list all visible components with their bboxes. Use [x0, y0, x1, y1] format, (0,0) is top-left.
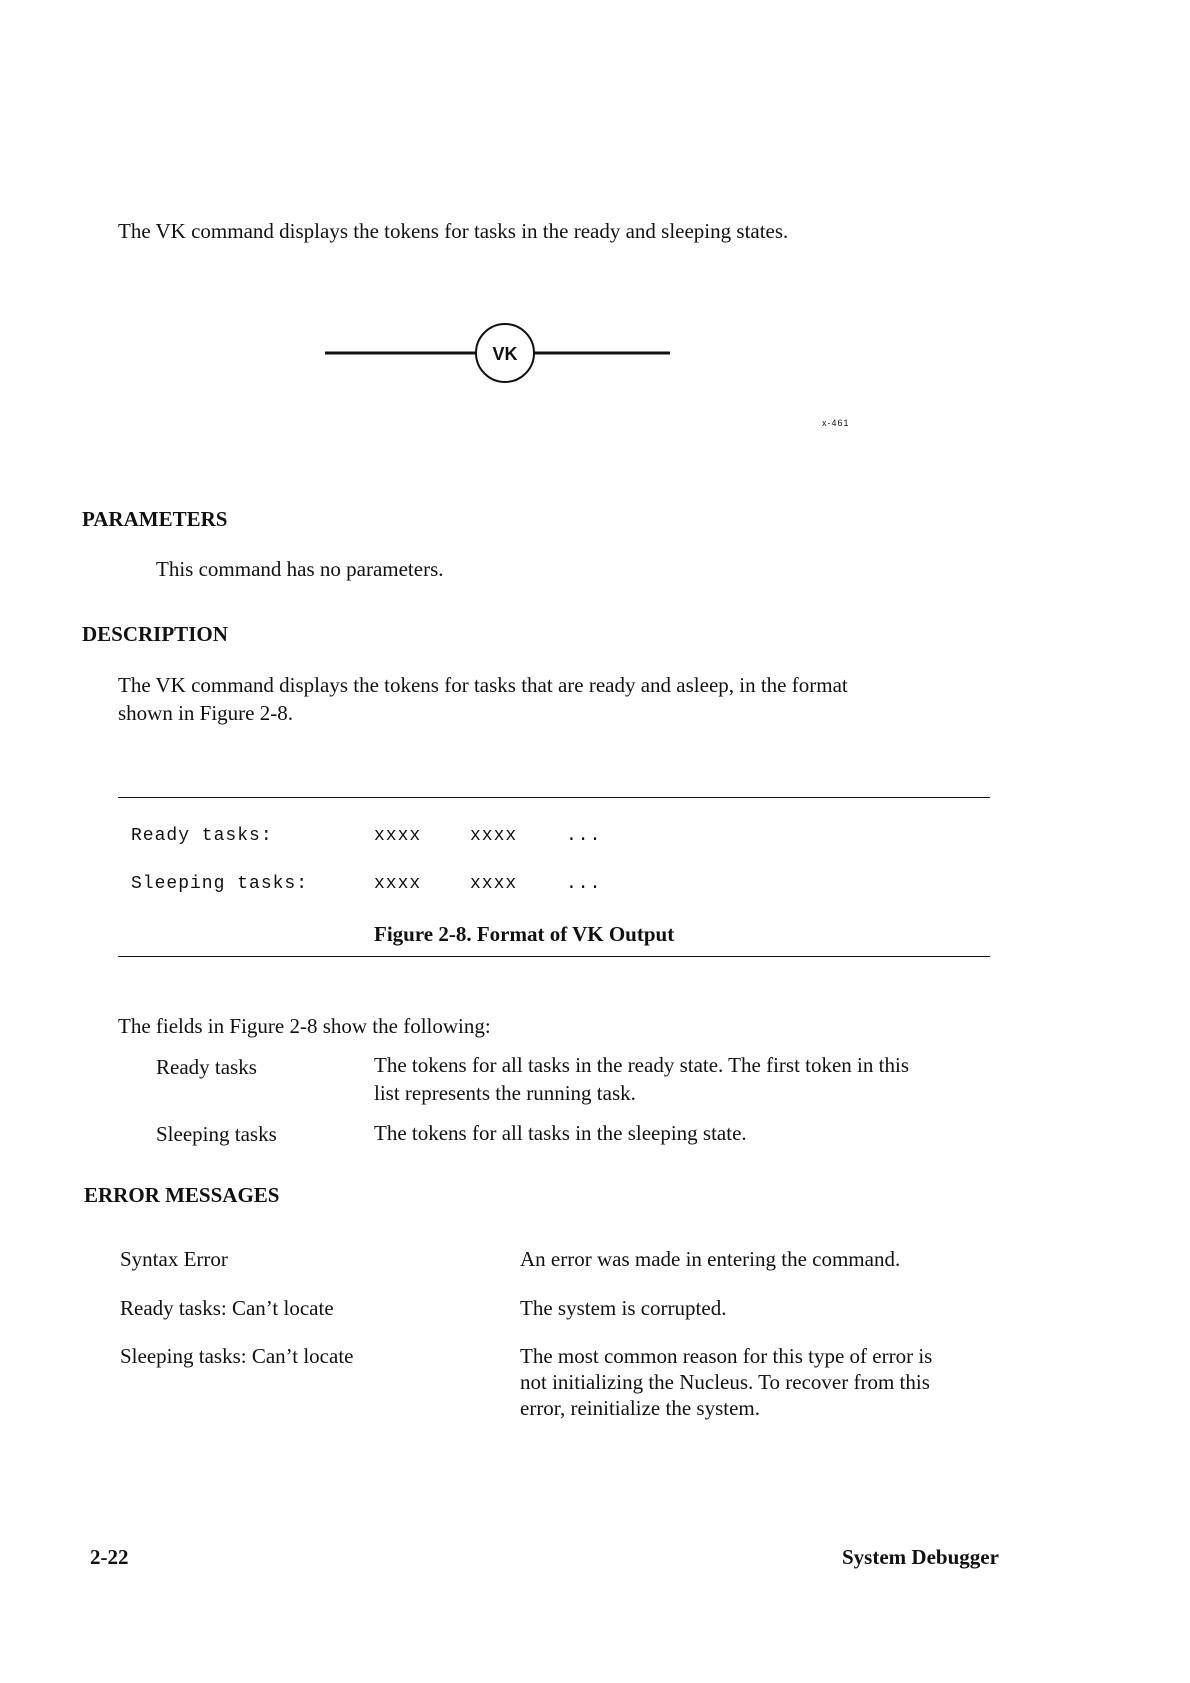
- intro-text: The VK command displays the tokens for tasks in the ready and sleeping states.: [118, 219, 789, 243]
- error-explanation-syntax: An error was made in entering the command.: [520, 1247, 901, 1271]
- fields-intro: The fields in Figure 2-8 show the following:: [118, 1014, 491, 1038]
- description-line-2: shown in Figure 2-8.: [118, 701, 293, 725]
- field-def-ready-line-2: list represents the running task.: [374, 1081, 636, 1105]
- error-explanation-ready: The system is corrupted.: [520, 1296, 727, 1320]
- error-message-syntax: Syntax Error: [120, 1247, 228, 1271]
- figure-caption: Figure 2-8. Format of VK Output: [374, 922, 675, 946]
- error-explanation-sleeping-line-2: not initializing the Nucleus. To recover from this: [520, 1370, 930, 1394]
- figure-ref-label: x-461: [822, 418, 850, 428]
- figure-row-ready-col1: xxxx: [374, 826, 422, 846]
- figure-row-ready-col3: ...: [566, 826, 602, 846]
- figure-row-sleeping-col3: ...: [566, 874, 602, 894]
- field-term-sleeping: Sleeping tasks: [156, 1122, 277, 1146]
- syntax-diagram: [320, 318, 680, 388]
- errors-heading: ERROR MESSAGES: [84, 1183, 280, 1207]
- field-def-ready-line-1: The tokens for all tasks in the ready state. The first token in this: [374, 1053, 909, 1077]
- figure-row-ready-col2: xxxx: [470, 826, 518, 846]
- footer-title: System Debugger: [842, 1545, 999, 1569]
- parameters-heading: PARAMETERS: [82, 507, 228, 531]
- error-explanation-sleeping-line-3: error, reinitialize the system.: [520, 1396, 760, 1420]
- description-heading: DESCRIPTION: [82, 622, 228, 646]
- syntax-command-label: VK: [492, 344, 518, 364]
- field-def-sleeping-line-1: The tokens for all tasks in the sleeping state.: [374, 1121, 747, 1145]
- description-line-1: The VK command displays the tokens for tasks that are ready and asleep, in the format: [118, 673, 848, 697]
- figure-row-ready-label: Ready tasks:: [131, 826, 273, 846]
- parameters-text: This command has no parameters.: [156, 557, 444, 581]
- figure-row-sleeping-col1: xxxx: [374, 874, 422, 894]
- error-message-sleeping: Sleeping tasks: Can’t locate: [120, 1344, 354, 1368]
- error-message-ready: Ready tasks: Can’t locate: [120, 1296, 334, 1320]
- field-term-ready: Ready tasks: [156, 1055, 257, 1079]
- error-explanation-sleeping-line-1: The most common reason for this type of error is: [520, 1344, 933, 1368]
- figure-row-sleeping-label: Sleeping tasks:: [131, 874, 309, 894]
- figure-row-sleeping-col2: xxxx: [470, 874, 518, 894]
- figure-top-rule: [118, 797, 990, 798]
- figure-bottom-rule: [118, 956, 990, 957]
- page-number: 2-22: [90, 1545, 129, 1569]
